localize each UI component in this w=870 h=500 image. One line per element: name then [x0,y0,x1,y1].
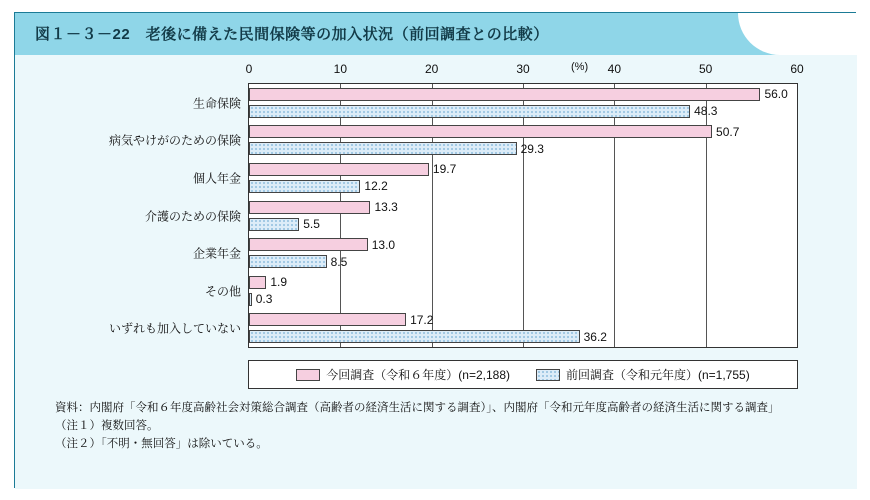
bar-previous [249,142,517,155]
bar-current [249,163,429,176]
axis-unit-label: (%) [571,61,589,73]
figure-frame [14,12,856,488]
x-axis-tick-label: 50 [698,62,713,76]
bar-previous [249,255,327,268]
legend-swatch-current [296,369,320,381]
bar-current [249,238,368,251]
figure-header [15,13,857,55]
bar-current [249,276,266,289]
bar-previous [249,105,690,118]
note-1: （注１）複数回答。 [55,419,159,432]
chart-legend [248,360,798,389]
gridline [340,84,341,347]
category-label: いずれも加入していない [108,321,241,336]
bar-current [249,125,712,138]
bar-value-label: 8.5 [330,254,348,269]
bar-value-label: 29.3 [520,141,544,156]
x-axis-tick-label: 0 [245,62,253,76]
legend-item-current [296,366,510,383]
category-label: 病気やけがのための保険 [108,133,241,148]
bar-value-label: 12.2 [364,179,388,194]
bar-current [249,201,370,214]
bar-value-label: 13.0 [371,237,396,252]
bar-current [249,88,760,101]
note-2: （注２）「不明・無回答」は除いている。 [55,437,268,450]
page-title: 図１－３－22 老後に備えた民間保険等の加入状況（前回調査との比較） [35,26,549,43]
gridline [432,84,433,347]
gridline [523,84,524,347]
bar-value-label: 13.3 [374,200,398,214]
header-corner-decoration [718,13,857,55]
x-axis-tick-label: 20 [424,62,439,76]
x-axis-tick-label: 30 [516,62,530,76]
category-label: 個人年金 [192,171,241,186]
bar-value-label: 50.7 [716,124,740,139]
category-label: 介護のための保険 [144,209,241,223]
figure-notes [55,400,835,453]
bar-value-label: 17.2 [410,312,434,327]
chart-area [15,55,857,489]
bar-previous [249,293,252,306]
bar-value-label: 0.3 [255,292,273,307]
legend-item-previous [536,366,750,383]
bar-value-label: 5.5 [303,217,320,231]
x-axis-tick-label: 60 [790,62,804,76]
bar-value-label: 48.3 [694,104,718,119]
x-axis-tick-label: 10 [333,62,348,76]
note-source: 資料：内閣府「令和６年度高齢社会対策総合調査（高齢者の経済生活に関する調査）」、内閣府「令和元年度高齢者の経済生活に関する調査」 [55,402,780,414]
category-label: 企業年金 [192,246,241,261]
gridline [797,84,798,347]
bar-previous [249,330,580,343]
legend-label-current: 今回調査（令和６年度）(n=2,188) [326,368,510,382]
gridline [614,84,615,347]
bar-previous [249,180,360,193]
gridline [706,84,707,347]
legend-swatch-previous [536,369,560,381]
bar-current [249,313,406,326]
bar-value-label: 1.9 [270,275,288,290]
plot-canvas [108,62,804,348]
bar-value-label: 19.7 [432,162,457,177]
bar-value-label: 56.0 [764,87,788,102]
x-axis-tick-label: 40 [607,62,622,76]
bar-value-label: 36.2 [583,329,607,344]
category-label: その他 [204,284,241,299]
legend-label-previous: 前回調査（令和元年度）(n=1,755) [566,368,750,382]
category-label: 生命保険 [192,96,241,111]
bar-previous [249,218,299,231]
